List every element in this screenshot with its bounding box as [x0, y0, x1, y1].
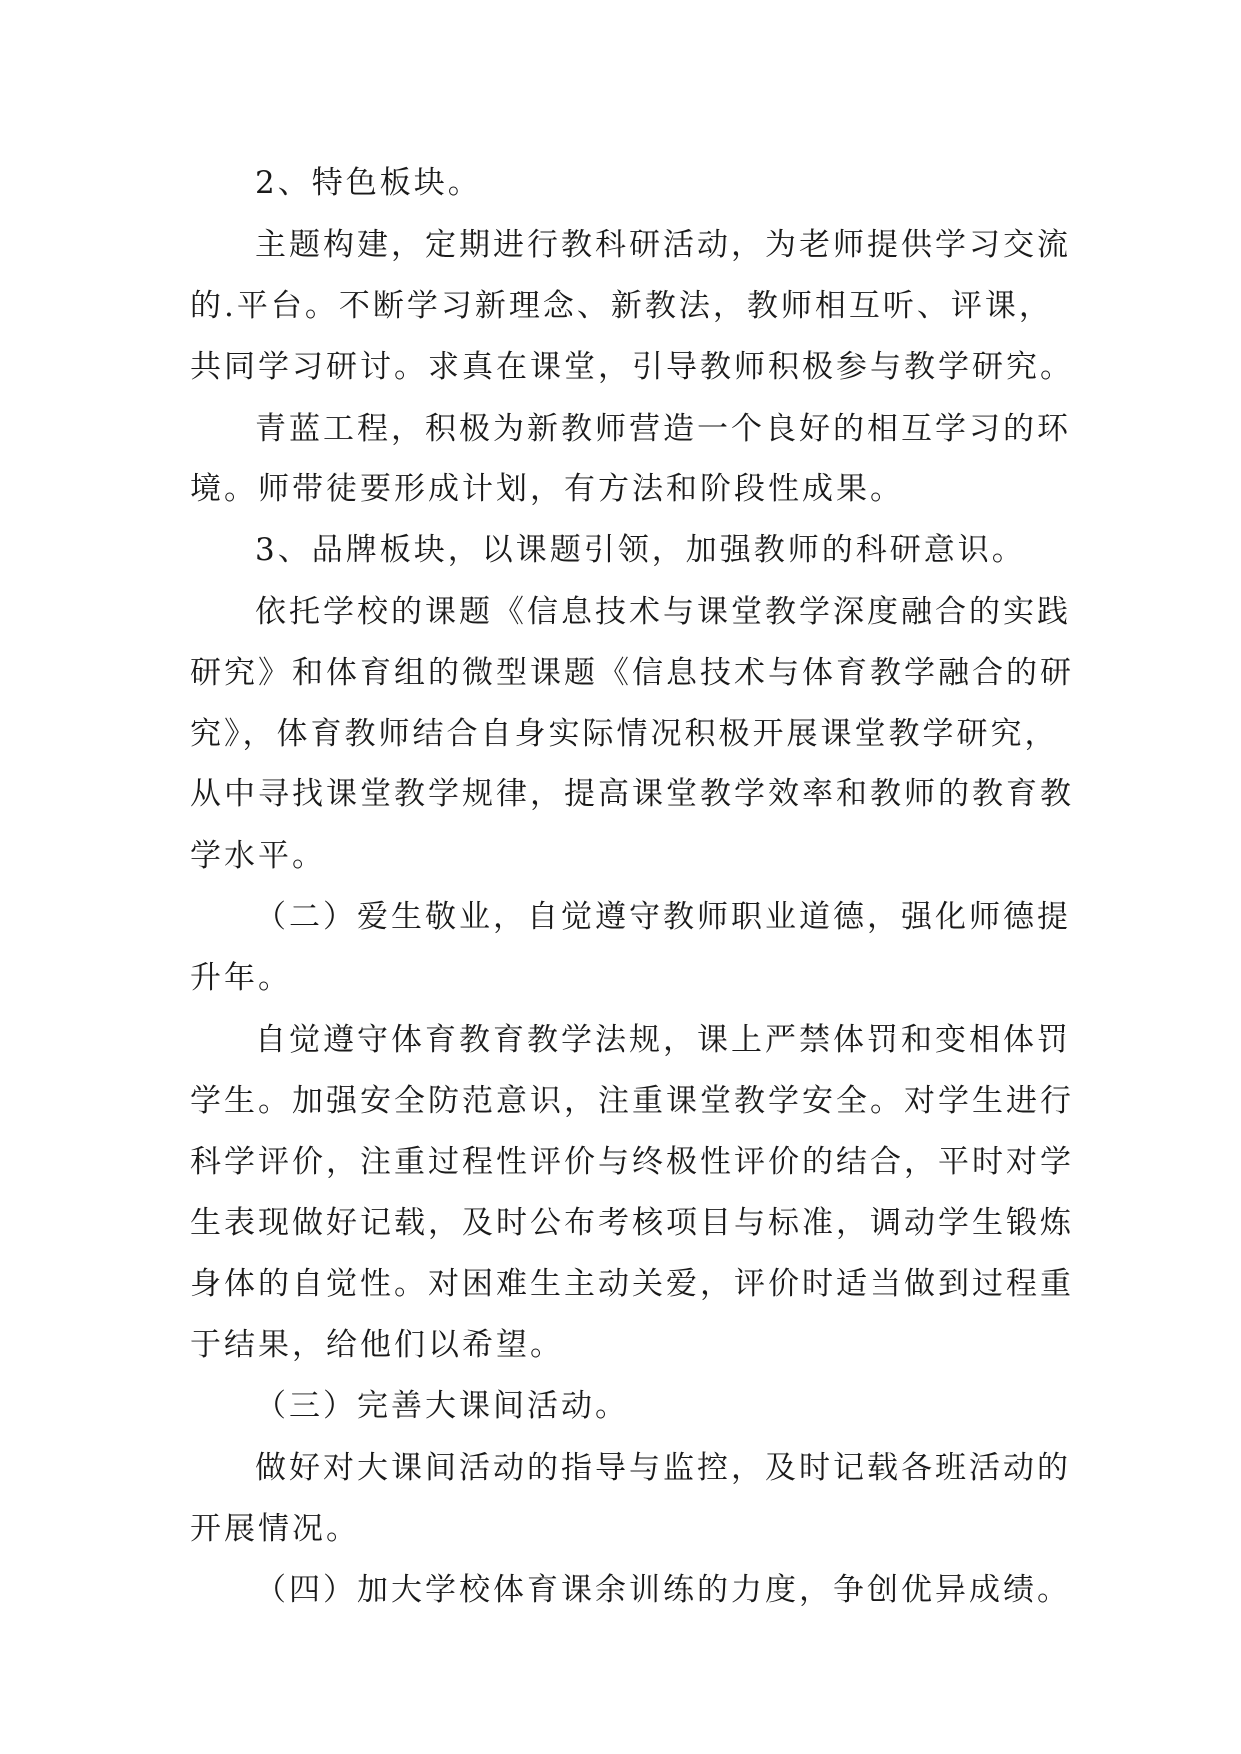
text-line: （二）爱生敬业，自觉遵守教师职业道德，强化师德提 [255, 899, 1071, 935]
text-line: 主题构建，定期进行教科研活动，为老师提供学习交流 [255, 227, 1071, 263]
text-line: 自觉遵守体育教育教学法规，课上严禁体罚和变相体罚 [255, 1022, 1071, 1058]
text-line: 于结果，给他们以希望。 [190, 1327, 564, 1363]
text-line: 学生。加强安全防范意识，注重课堂教学安全。对学生进行 [190, 1083, 1074, 1119]
text-line: 的.平台。不断学习新理念、新教法，教师相互听、评课， [190, 288, 1053, 324]
text-line: 究》，体育教师结合自身实际情况积极开展课堂教学研究， [190, 716, 1059, 752]
text-line: 升年。 [190, 960, 292, 996]
text-line: 青蓝工程，积极为新教师营造一个良好的相互学习的环 [255, 411, 1071, 447]
text-line: （三）完善大课间活动。 [255, 1388, 629, 1424]
text-line: （四）加大学校体育课余训练的力度，争创优异成绩。 [255, 1572, 1071, 1608]
text-line: 科学评价，注重过程性评价与终极性评价的结合，平时对学 [190, 1144, 1074, 1180]
text-line: 研究》和体育组的微型课题《信息技术与体育教学融合的研 [190, 655, 1074, 691]
text-line: 学水平。 [190, 838, 326, 874]
text-line: 生表现做好记载，及时公布考核项目与标准，调动学生锻炼 [190, 1205, 1074, 1241]
text-line: 从中寻找课堂教学规律，提高课堂教学效率和教师的教育教 [190, 776, 1074, 812]
text-line: 依托学校的课题《信息技术与课堂教学深度融合的实践 [255, 594, 1071, 630]
text-line: 2、特色板块。 [255, 165, 482, 201]
text-line: 开展情况。 [190, 1511, 360, 1547]
text-line: 做好对大课间活动的指导与监控，及时记载各班活动的 [255, 1450, 1071, 1486]
text-line: 共同学习研讨。求真在课堂，引导教师积极参与教学研究。 [190, 349, 1074, 385]
text-line: 3、品牌板块，以课题引领，加强教师的科研意识。 [255, 532, 1026, 568]
text-line: 境。师带徒要形成计划，有方法和阶段性成果。 [190, 471, 904, 507]
text-line: 身体的自觉性。对困难生主动关爱，评价时适当做到过程重 [190, 1266, 1074, 1302]
